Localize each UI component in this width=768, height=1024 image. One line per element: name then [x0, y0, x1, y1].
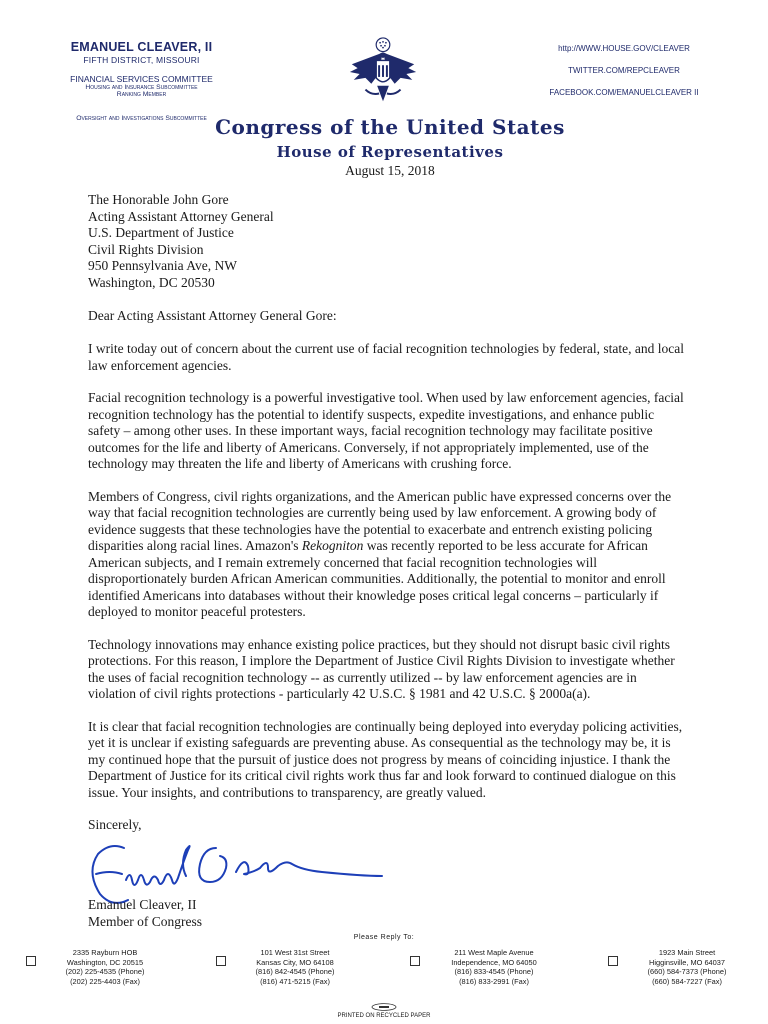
office-independence — [424, 948, 564, 986]
office-line: 101 West 31st Street — [260, 948, 330, 957]
office-line: 211 West Maple Avenue — [454, 948, 534, 957]
letter-body — [88, 341, 688, 817]
signer-title: Member of Congress — [88, 913, 202, 929]
union-bug-icon — [371, 1003, 397, 1011]
member-name: EMANUEL CLEAVER, II — [70, 40, 213, 54]
paragraph: Facial recognition technology is a powerful investigative tool. When used by law enforcement agencies, facial recognition technology has the potential to identify suspects, expedite investigations, and enhance public safety – among other uses. In these important ways, facial recognition technology may facilitate positive outcomes for the life and liberty of Americans. Conversely, if not appropriately implemented, use of the technology may threaten the life and liberty of Americans with crushing force. — [88, 390, 684, 471]
office-line: 1923 Main Street — [658, 948, 716, 957]
letter-date: August 15, 2018 — [345, 163, 435, 178]
office-line: (660) 584-7227 (Fax) — [652, 976, 722, 986]
subcommittee-1-role: Ranking Member — [116, 91, 167, 98]
office-line: (816) 471-5215 (Fax) — [260, 976, 330, 986]
recipient-line: The Honorable John Gore — [88, 192, 229, 207]
office-higginsville — [622, 948, 752, 986]
eagle-seal-icon — [344, 35, 422, 113]
paragraph — [88, 489, 688, 621]
office-washington — [40, 948, 170, 986]
office-line: Washington, DC 20515 — [66, 957, 144, 967]
office-line: (202) 225-4535 (Phone) — [65, 967, 145, 976]
subcommittee-2: Oversight and Investigations Subcommittee — [76, 115, 207, 122]
paragraph: Technology innovations may enhance existing police practices, but they should not disrupt basic civil rights protections. For this reason, I implore the Department of Justice Civil Rights Division to investigate whether the uses of facial recognition technology -- as currently utilized -- by law enforcement agencies are in violation of civil rights protections - particularly 42 U.S.C. § 1981 and 42 U.S.C. § 2000a(a). — [88, 636, 675, 701]
reply-to-label: Please Reply To: — [353, 934, 415, 941]
letterhead-right — [504, 44, 744, 110]
checkbox[interactable] — [410, 956, 420, 966]
office-line: 2335 Rayburn HOB — [72, 948, 138, 957]
office-line: Higginsville, MO 64037 — [649, 957, 725, 967]
paragraph: It is clear that facial recognition technologies are continually being deployed into everyday policing activities, yet it is unclear if existing safeguards are preventing abuse. As consequential as the technology may be, it is my continued hope that the pursuit of justice does not progress by means of coinciding injustice. I thank the Department of Justice for its critical civil rights work thus far and look forward to continued dialogue on this issue. Your insights, and contributions to transparency, are greatly valued. — [88, 718, 683, 800]
closing: Sincerely, — [88, 817, 142, 832]
subcommittee-1: Housing and Insurance Subcommittee — [85, 84, 198, 91]
signer-name: Emanuel Cleaver, II — [88, 897, 197, 912]
office-kansas-city — [230, 948, 360, 986]
letterhead-left — [34, 40, 249, 122]
recipient-line: Acting Assistant Attorney General — [88, 208, 274, 224]
house-title: House of Representatives — [276, 143, 504, 161]
website-link: http://WWW.HOUSE.GOV/CLEAVER — [558, 44, 690, 53]
office-line: (816) 833-4545 (Phone) — [454, 967, 534, 976]
recipient-line: U.S. Department of Justice — [88, 225, 234, 240]
recycled-notice — [0, 1003, 768, 1019]
office-line: Independence, MO 64050 — [451, 957, 537, 967]
product-name: Rekogniton — [301, 538, 364, 553]
paragraph-text: was recently reported to be less accurate for African American subjects, and I remain extremely concerned that facial recognition technologies will disproportionately burden African American communities. Additionally, the potential to monitor and enroll identified Americans into databases without their knowledge poses critical legal concerns – particularly if deployed to monitor peaceful protesters. — [88, 538, 666, 619]
office-line: (816) 842-4545 (Phone) — [255, 967, 335, 976]
twitter-link: TWITTER.COM/REPCLEAVER — [568, 66, 680, 75]
recipient-line: Civil Rights Division — [88, 241, 204, 257]
recipient-line: 950 Pennsylvania Ave, NW — [88, 258, 237, 273]
committee: FINANCIAL SERVICES COMMITTEE — [70, 74, 213, 84]
recipient-address — [88, 192, 688, 291]
recycled-text: PRINTED ON RECYCLED PAPER — [337, 1013, 431, 1019]
paragraph: I write today out of concern about the current use of facial recognition technologies by federal, state, and local law enforcement agencies. — [88, 341, 685, 373]
district: FIFTH DISTRICT, MISSOURI — [83, 55, 200, 65]
checkbox[interactable] — [216, 956, 226, 966]
office-line: (816) 833-2991 (Fax) — [459, 976, 529, 986]
checkbox[interactable] — [608, 956, 618, 966]
salutation: Dear Acting Assistant Attorney General Gore: — [88, 308, 337, 323]
office-line: (202) 225-4403 (Fax) — [70, 976, 140, 986]
congress-title: Congress of the United States — [215, 115, 565, 139]
paragraph-text: Members of Congress, civil rights organizations, and the American public have expressed concerns over the way that facial recognition technologies are currently being used by law enforcement. A growing body of evidence suggests that these technologies have the potential to exacerbate and entrench existing policing disparities along racial lines. Amazon's — [88, 488, 672, 553]
checkbox[interactable] — [26, 956, 36, 966]
facebook-link: FACEBOOK.COM/EMANUELCLEAVER II — [549, 88, 699, 97]
office-line: Kansas City, MO 64108 — [256, 957, 334, 967]
office-line: (660) 584-7373 (Phone) — [647, 967, 727, 976]
signer-block — [88, 897, 202, 930]
recipient-line: Washington, DC 20530 — [88, 274, 215, 290]
